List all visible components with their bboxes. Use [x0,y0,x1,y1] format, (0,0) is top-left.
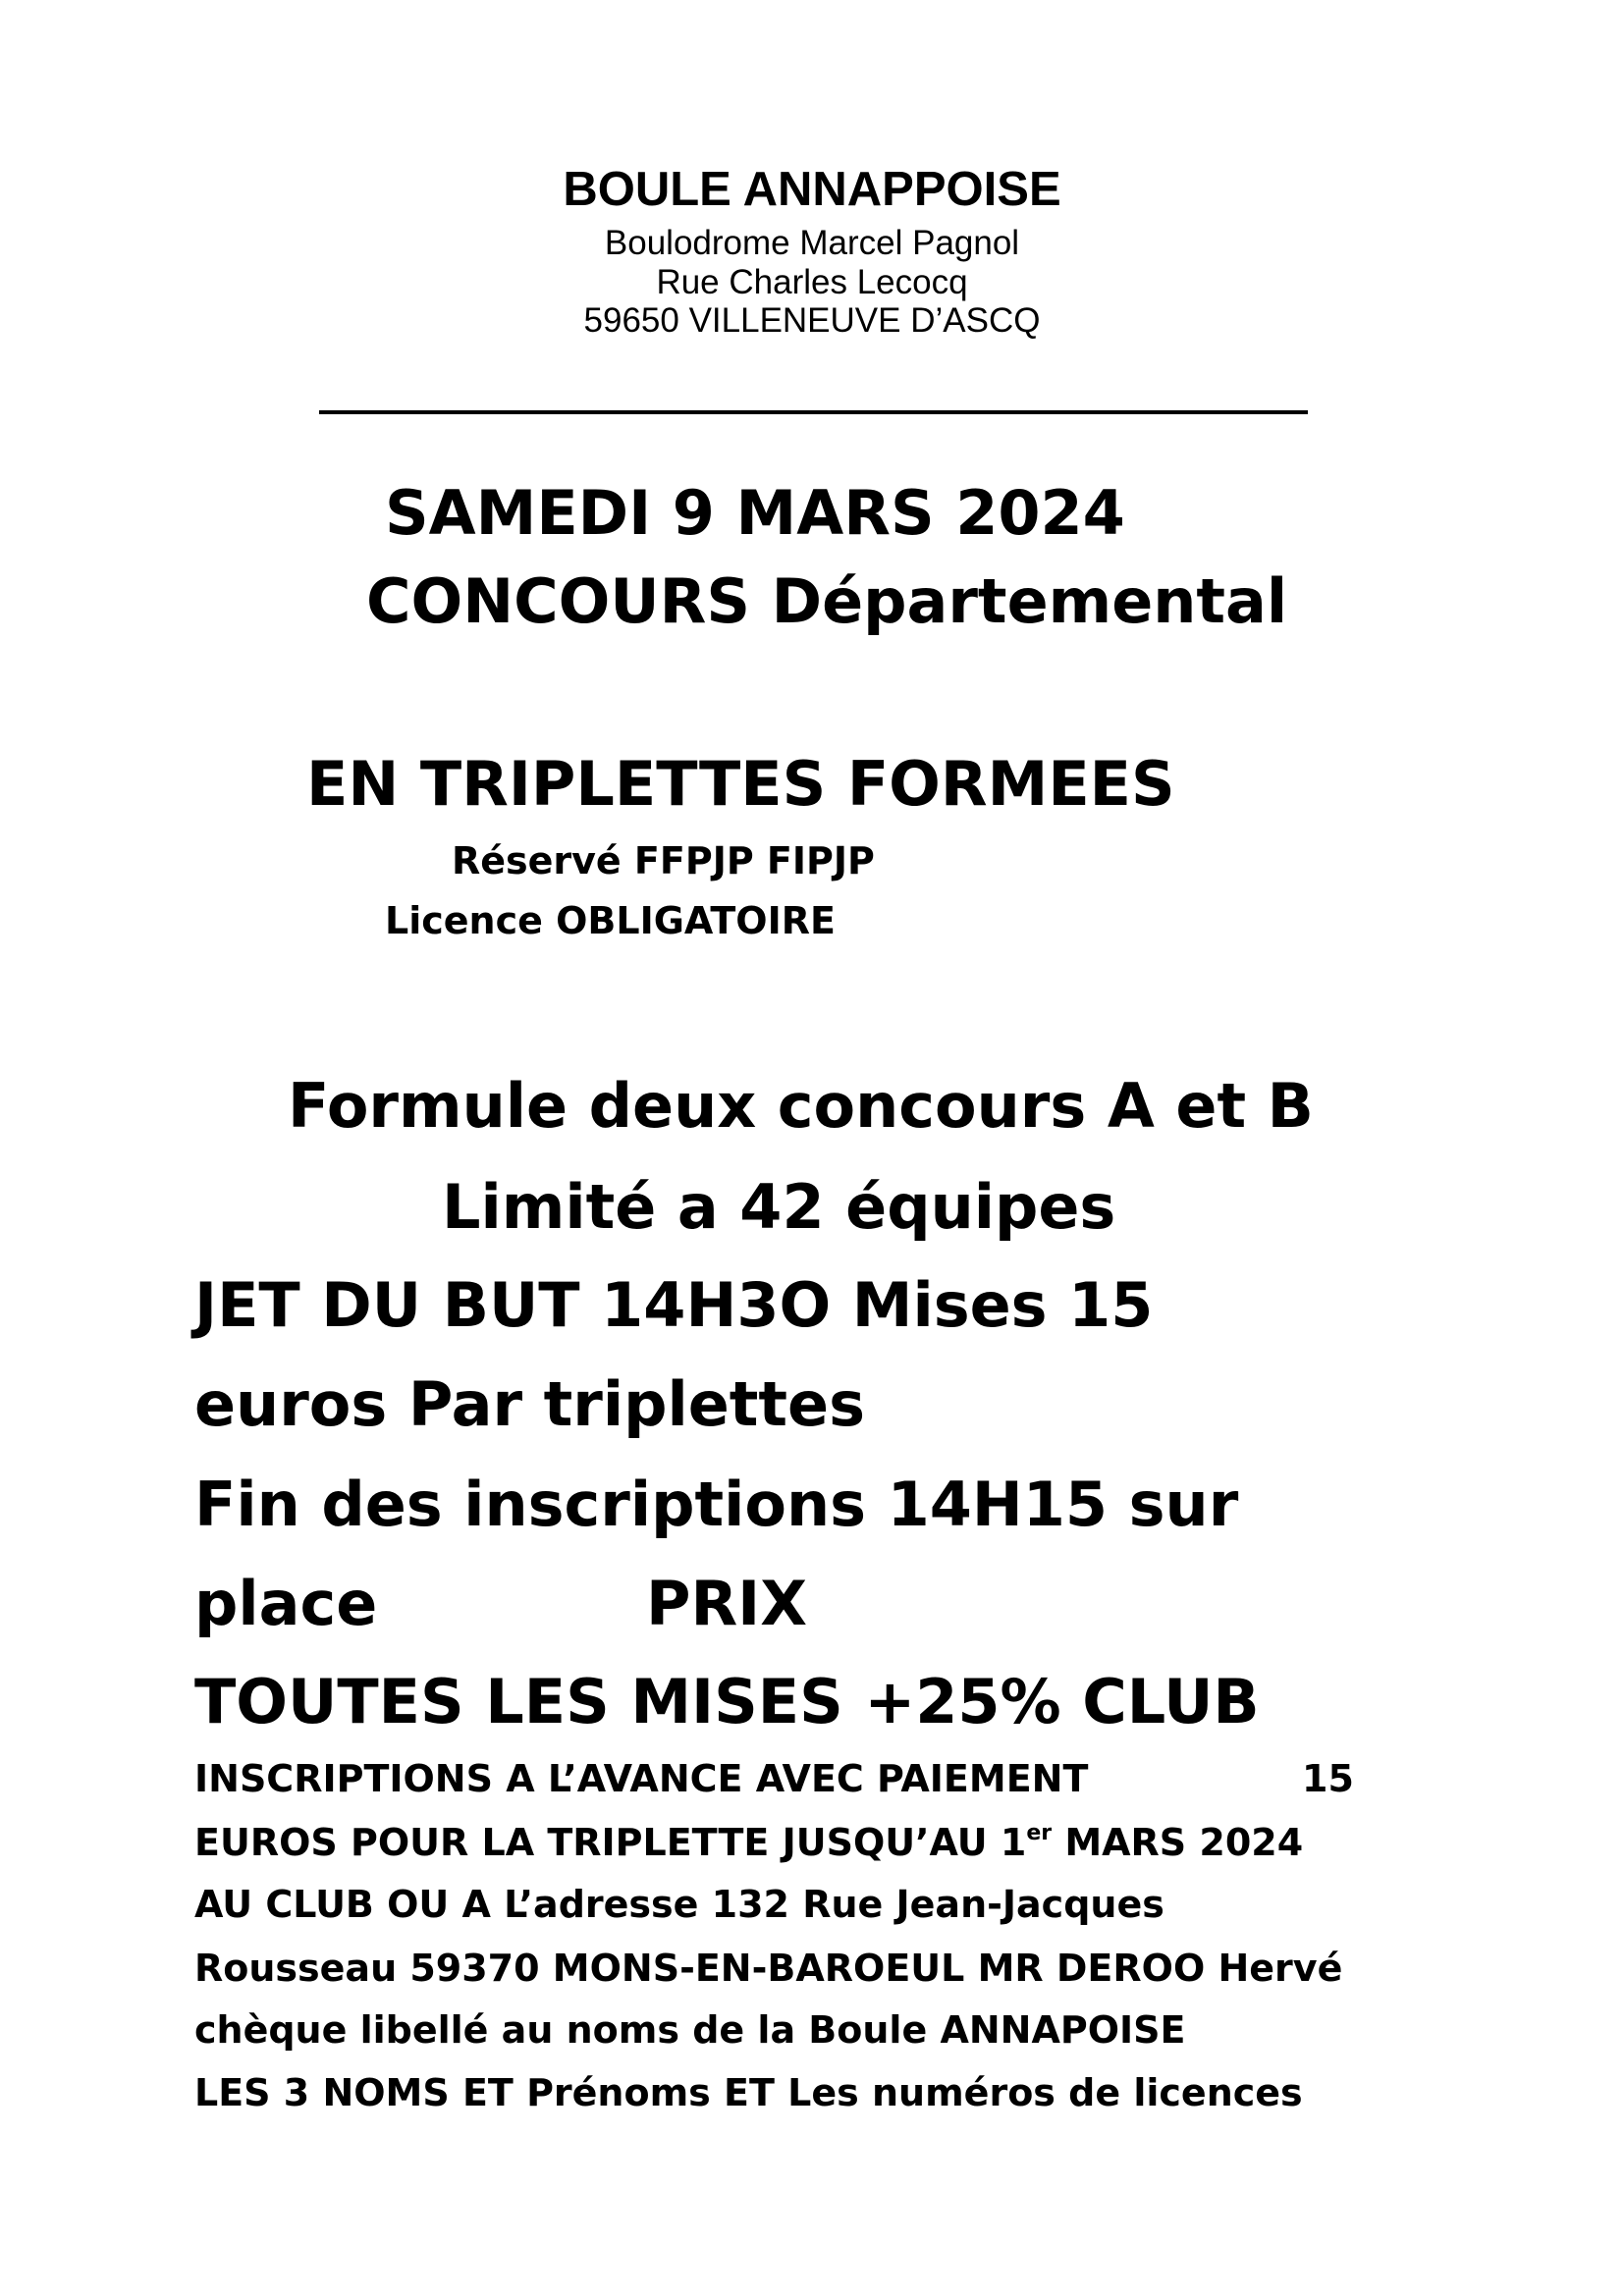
registration-line-2-end: MARS 2024 [1052,1821,1304,1864]
address-line-2: Rue Charles Lecocq [656,263,968,301]
fin-inscriptions-line: Fin des inscriptions 14H15 sur [194,1468,1239,1540]
registration-line-2 [194,1821,1303,1864]
registration-line-1-text: INSCRIPTIONS A L’AVANCE AVEC PAIEMENT [194,1757,1089,1800]
toutes-les-mises-line: TOUTES LES MISES +25% CLUB [194,1666,1260,1737]
registration-line-4: Rousseau 59370 MONS-EN-BAROEUL MR DEROO Hervé [194,1947,1343,1990]
header-divider [319,410,1308,414]
registration-line-6: LES 3 NOMS ET Prénoms ET Les numéros de licences [194,2071,1303,2114]
place-text: place [194,1568,378,1639]
licence-note: Licence OBLIGATOIRE [385,899,836,942]
place-prix-line [194,1568,808,1639]
registration-line-1 [194,1757,1354,1800]
ordinal-superscript: er [1026,1821,1053,1845]
formula-line: Formule deux concours A et B [288,1070,1314,1142]
event-date: SAMEDI 9 MARS 2024 [385,477,1125,549]
registration-amount: 15 [1302,1757,1354,1800]
address-line-3: 59650 VILLENEUVE D’ASCQ [583,301,1041,340]
limit-line: Limité a 42 équipes [442,1171,1116,1243]
reserved-note: Réservé FFPJP FIPJP [452,839,875,882]
event-title: CONCOURS Départemental [366,565,1288,637]
prix-text: PRIX [646,1568,808,1639]
club-name: BOULE ANNAPPOISE [563,163,1061,216]
euros-line: euros Par triplettes [194,1368,865,1440]
registration-line-3: AU CLUB OU A L’adresse 132 Rue Jean-Jacques [194,1883,1164,1926]
registration-line-2-start: EUROS POUR LA TRIPLETTE JUSQU’AU 1 [194,1821,1027,1864]
address-line-1: Boulodrome Marcel Pagnol [604,224,1020,262]
jet-du-but-line: JET DU BUT 14H3O Mises 15 [194,1269,1154,1341]
event-format: EN TRIPLETTES FORMEES [306,748,1175,820]
registration-line-5: chèque libellé au noms de la Boule ANNAPOISE [194,2008,1186,2052]
